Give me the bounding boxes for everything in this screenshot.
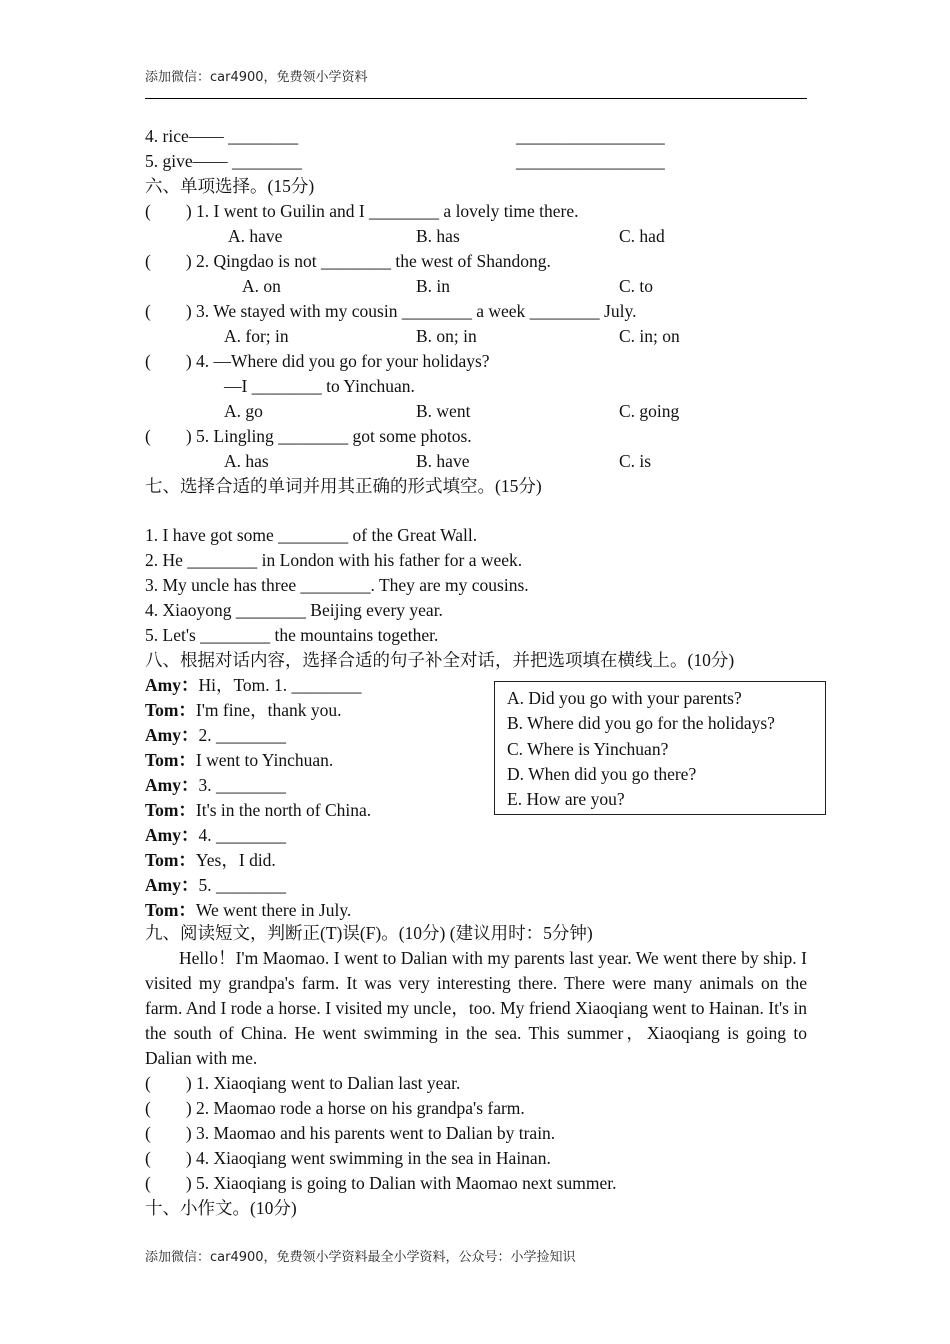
p6-q1-option-a: A. have <box>228 226 283 246</box>
p7-item-1: 1. I have got some ________ of the Great Wall. <box>145 525 478 545</box>
p5-item-5-right: _________________ <box>516 151 665 171</box>
option-e: E. How are you? <box>507 789 625 810</box>
p7-item-4: 4. Xiaoyong ________ Beijing every year. <box>145 600 443 620</box>
p6-q4-stem: ( ) 4. —Where did you go for your holidays? <box>145 351 490 371</box>
p6-q5-option-a: A. has <box>224 451 269 471</box>
line-text: I'm fine，thank you. <box>195 700 342 720</box>
p9-item-4: ( ) 4. Xiaoqiang went swimming in the sea in Hainan. <box>145 1148 551 1168</box>
header-rule <box>145 98 807 99</box>
p7-item-5: 5. Let's ________ the mountains together. <box>145 625 439 645</box>
p6-q4-option-c: C. going <box>619 401 680 421</box>
speaker: Amy： <box>145 725 199 745</box>
part6-heading: 六、单项选择。(15分) <box>145 176 315 196</box>
page-header: 添加微信：car4900，免费领小学资料 <box>145 70 368 85</box>
options-box <box>494 681 826 815</box>
line-text: 2. ________ <box>198 725 286 745</box>
p6-q2-option-b: B. in <box>416 276 451 296</box>
speaker: Amy： <box>145 875 199 895</box>
p6-q2-option-a: A. on <box>242 276 281 296</box>
p6-q1-option-c: C. had <box>619 226 665 246</box>
p6-q3-option-c: C. in; on <box>619 326 680 346</box>
page-footer: 添加微信：car4900，免费领小学资料最全小学资料，公众号：小学捡知识 <box>145 1250 576 1265</box>
p6-q2-stem: ( ) 2. Qingdao is not ________ the west of Shandong. <box>145 251 551 271</box>
line-text: I went to Yinchuan. <box>195 750 334 770</box>
dialogue-line <box>145 848 276 873</box>
p6-q4-option-b: B. went <box>416 401 471 421</box>
p6-q5-option-b: B. have <box>416 451 470 471</box>
p5-item-4-left: 4. rice—— ________ <box>145 126 299 146</box>
speaker: Amy： <box>145 675 199 695</box>
p9-item-5: ( ) 5. Xiaoqiang is going to Dalian with Maomao next summer. <box>145 1173 617 1193</box>
option-c: C. Where is Yinchuan? <box>507 738 669 759</box>
dialogue-line <box>145 748 333 773</box>
part10-heading: 十、小作文。(10分) <box>145 1198 297 1218</box>
p5-item-5-left: 5. give—— ________ <box>145 151 303 171</box>
option-d: D. When did you go there? <box>507 763 697 784</box>
part8-heading: 八、根据对话内容，选择合适的句子补全对话，并把选项填在横线上。(10分) <box>145 650 735 670</box>
p6-q1-option-b: B. has <box>416 226 460 246</box>
p6-q5-option-c: C. is <box>619 451 652 471</box>
option-a: A. Did you go with your parents? <box>507 688 742 708</box>
dialogue-line <box>145 873 286 898</box>
dialogue-line <box>145 823 286 848</box>
dialogue-line <box>145 673 362 698</box>
dialogue-line <box>145 898 351 923</box>
dialogue-line <box>145 698 341 723</box>
speaker: Tom： <box>145 850 196 870</box>
p6-q3-stem: ( ) 3. We stayed with my cousin ________ a week ________ July. <box>145 301 637 321</box>
p6-q3-option-a: A. for; in <box>224 326 289 346</box>
p7-item-3: 3. My uncle has three ________. They are my cousins. <box>145 575 529 595</box>
p5-item-4-right: _________________ <box>516 126 665 146</box>
option-b: B. Where did you go for the holidays? <box>507 713 775 734</box>
p9-item-1: ( ) 1. Xiaoqiang went to Dalian last year. <box>145 1073 461 1093</box>
part7-heading: 七、选择合适的单词并用其正确的形式填空。(15分) <box>145 476 542 496</box>
dialogue-line <box>145 773 286 798</box>
p6-q2-option-c: C. to <box>619 276 654 296</box>
line-text: 3. ________ <box>198 775 286 795</box>
speaker: Tom： <box>145 800 196 820</box>
p6-q4-stem-answer: —I ________ to Yinchuan. <box>224 376 415 396</box>
p6-q1-stem: ( ) 1. I went to Guilin and I ________ a lovely time there. <box>145 201 579 221</box>
line-text: 5. ________ <box>198 875 286 895</box>
p6-q4-option-a: A. go <box>224 401 263 421</box>
p6-q3-option-b: B. on; in <box>416 326 477 346</box>
line-text: Yes，I did. <box>195 850 276 870</box>
part9-heading: 九、阅读短文，判断正(T)误(F)。(10分) (建议用时：5分钟) <box>145 923 593 943</box>
speaker: Tom： <box>145 900 196 920</box>
p9-item-2: ( ) 2. Maomao rode a horse on his grandpa's farm. <box>145 1098 525 1118</box>
line-text: Hi，Tom. 1. ________ <box>198 675 362 695</box>
p9-item-3: ( ) 3. Maomao and his parents went to Dalian by train. <box>145 1123 556 1143</box>
p6-q5-stem: ( ) 5. Lingling ________ got some photos. <box>145 426 472 446</box>
speaker: Tom： <box>145 750 196 770</box>
dialogue-line <box>145 723 286 748</box>
line-text: It's in the north of China. <box>195 800 372 820</box>
speaker: Tom： <box>145 700 196 720</box>
speaker: Amy： <box>145 825 199 845</box>
passage-text: Hello！I'm Maomao. I went to Dalian with my parents last year. We went there by ship. I visited my grandpa's farm. It was very interesting there. There were many animals on the farm. And I rode a horse. I visited my uncle，too. My friend Xiaoqiang went to Hainan. It's in the south of China. He went swimming in the sea. This summer，Xiaoqiang is going to Dalian with me. <box>145 948 807 1068</box>
reading-passage <box>145 946 807 1071</box>
speaker: Amy： <box>145 775 199 795</box>
line-text: 4. ________ <box>198 825 286 845</box>
p7-item-2: 2. He ________ in London with his father for a week. <box>145 550 523 570</box>
line-text: We went there in July. <box>195 900 352 920</box>
dialogue-line <box>145 798 371 823</box>
